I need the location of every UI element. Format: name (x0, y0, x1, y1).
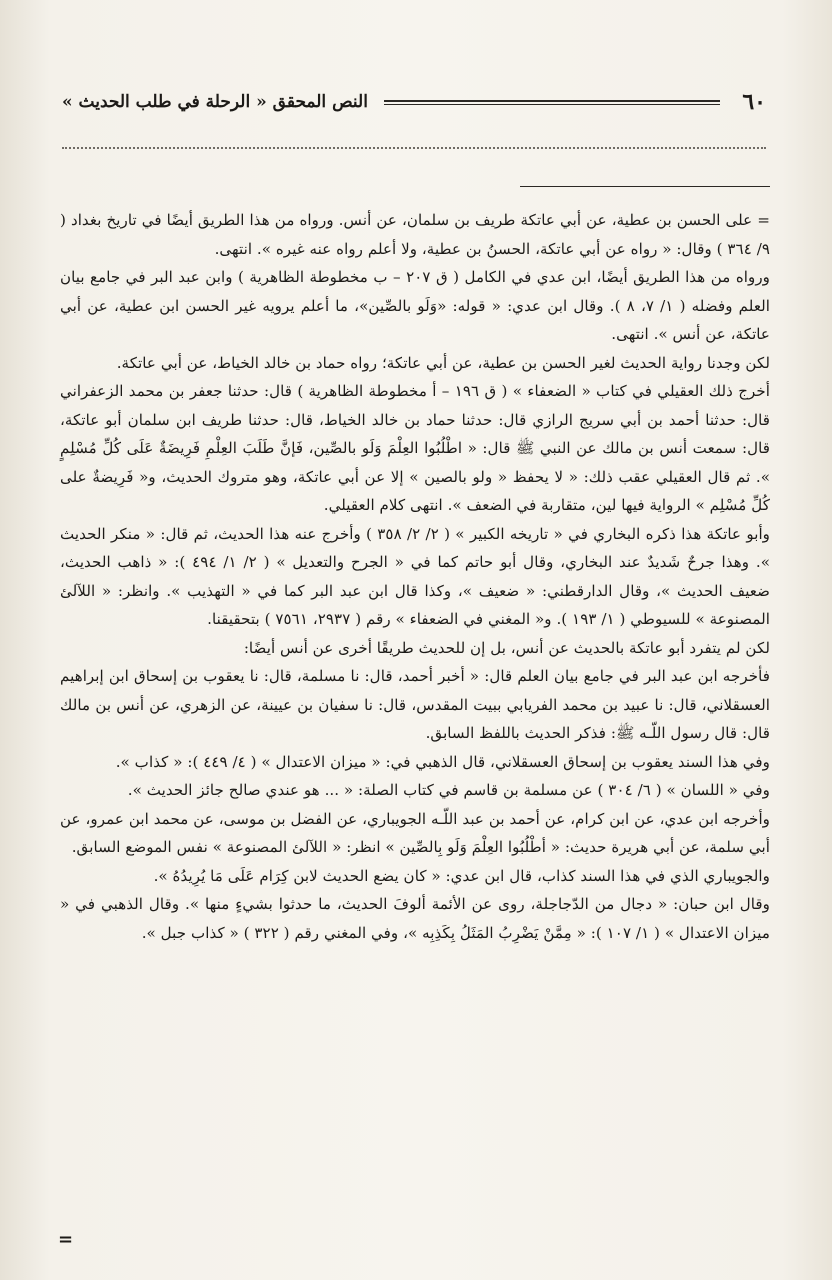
footnote-paragraph: لكن لم يتفرد أبو عاتكة بالحديث عن أنس، بل إن للحديث طريقًا أخرى عن أنس أيضًا: (243, 638, 770, 657)
page-number: ٦٠ (742, 89, 766, 115)
footnote-paragraph: والجويباري الذي في هذا السند كذاب، قال ابن عدي: « كان يضع الحديث لابن كِرَام عَلَى مَا يُرِيدُهُ ». (153, 866, 770, 885)
footnote-paragraph: وفي « اللسان » ( ٦/ ٣٠٤ ) عن مسلمة بن قاسم في كتاب الصلة: « ... هو عندي صالح جائز الحديث ». (127, 781, 770, 799)
footnote-paragraph: لكن وجدنا رواية الحديث لغير الحسن بن عطية، عن أبي عاتكة؛ رواه حماد بن خالد الخياط، عن أبي عاتكة. (116, 353, 770, 372)
footnote-paragraph: وأخرجه ابن عدي، عن ابن كرام، عن أحمد بن عبد اللّـه الجويباري، عن الفضل بن موسى، عن محمد ابن عمرو، عن أبي سلمة، عن أبي هريرة حديث: « أطْلُبُوا العِلْمَ وَلَو بِالصِّين » انظر: « اللآلئ المصنوعة » نفس الموضع السابق. (60, 809, 770, 856)
page-header (62, 84, 766, 120)
header-rule (384, 100, 720, 105)
running-title: النص المحقق « الرحلة في طلب الحديث » (62, 92, 368, 112)
continuation-mark: = (58, 1229, 74, 1250)
footnote-paragraph: فأخرجه ابن عبد البر في جامع بيان العلم قال: « أخبر أحمد، قال: نا مسلمة، قال: نا يعقوب بن إسحاق ابن إبراهيم العسقلاني، قال: نا عبيد بن محمد الفريابي ببيت المقدس، قال: نا سفيان بن عيينة، عن الزهري، عن أنس بن مالك قال: قال رسول اللّـه ﷺ: فذكر الحديث باللفظ السابق. (60, 667, 770, 742)
footnote-paragraph: وأبو عاتكة هذا ذكره البخاري في « تاريخه الكبير » ( ٢/ ٢/ ٣٥٨ ) وأخرج عنه هذا الحديث، ثم قال: « منكر الحديث ». وهذا جرحٌ شَديدٌ عند البخاري، وقال أبو حاتم كما في « الجرح والتعديل » ( ٢/ ١/ ٤٩٤ ): « ذاهب الحديث، ضعيف الحديث »، وقال الدارقطني: « ضعيف »، وكذا قال ابن عبد البر كما في « التهذيب ». وانظر: « اللآلئ المصنوعة » للسيوطي ( ١/ ١٩٣ ). و« المغني في الضعفاء » رقم ( ٢٩٣٧، ٧٥٦١ ) بتحقيقنا. (60, 524, 770, 628)
footnote-paragraph: ورواه من هذا الطريق أيضًا، ابن عدي في الكامل ( ق ٢٠٧ – ب مخطوطة الظاهرية ) وابن عبد البر في جامع بيان العلم وفضله ( ١/ ٧، ٨ ). وقال ابن عدي: « قوله: «وَلَو بالصِّين»، ما أعلم يرويه غير الحسن ابن عطية، عن أبي عاتكة، عن أنس ». انتهى. (60, 268, 770, 343)
footnote-text (60, 206, 770, 947)
footnote-paragraph: أخرج ذلك العقيلي في كتاب « الضعفاء » ( ق ١٩٦ – أ مخطوطة الظاهرية ) قال: حدثنا جعفر بن محمد الزعفراني قال: حدثنا أحمد بن أبي سريج الرازي قال: حدثنا حماد بن خالد الخياط، قال: حدثنا طريف ابن سلمان أبو عاتكة، قال: سمعت أنس بن مالك عن النبي ﷺ قال: « اطْلُبُوا العِلْمَ وَلَو بالصِّين، فَإنَّ طَلَبَ العِلْمِ فَرِيضَةٌ عَلَى كُلِّ مُسْلِمٍ ». ثم قال العقيلي عقب ذلك: « لا يحفظ « ولو بالصين » إلا عن أبي عاتكة، وهو متروك الحديث، و« فَرِيضةٌ على كُلِّ مُسْلِم » الرواية فيها لين، متقاربة في الضعف ». انتهى كلام العقيلي. (60, 382, 770, 514)
footnote-paragraph: = على الحسن بن عطية، عن أبي عاتكة طريف بن سلمان، عن أنس. ورواه من هذا الطريق أيضًا في تاريخ بغداد ( ٩/ ٣٦٤ ) وقال: « رواه عن أبي عاتكة، الحسنُ بن عطية، ولا أعلم رواه عنه غيره ». انتهى. (60, 211, 770, 258)
dotted-separator (62, 147, 766, 149)
footnote-paragraph: وقال ابن حبان: « دجال من الدّجاجلة، روى عن الأئمة ألوفَ الحديث، ما حدثوا بشيءٍ منها ». وقال الذهبي في « ميزان الاعتدال » ( ١/ ١٠٧ ): « مِمَّنْ يَضْرِبُ المَثَلُ بِكَذِبِه »، وفي المغني رقم ( ٣٢٢ ) « كذاب جبل ». (60, 895, 770, 942)
footnote-paragraph: وفي هذا السند يعقوب بن إسحاق العسقلاني، قال الذهبي في: « ميزان الاعتدال » ( ٤/ ٤٤٩ ): « كذاب ». (115, 752, 770, 771)
footnote-separator (520, 186, 770, 187)
